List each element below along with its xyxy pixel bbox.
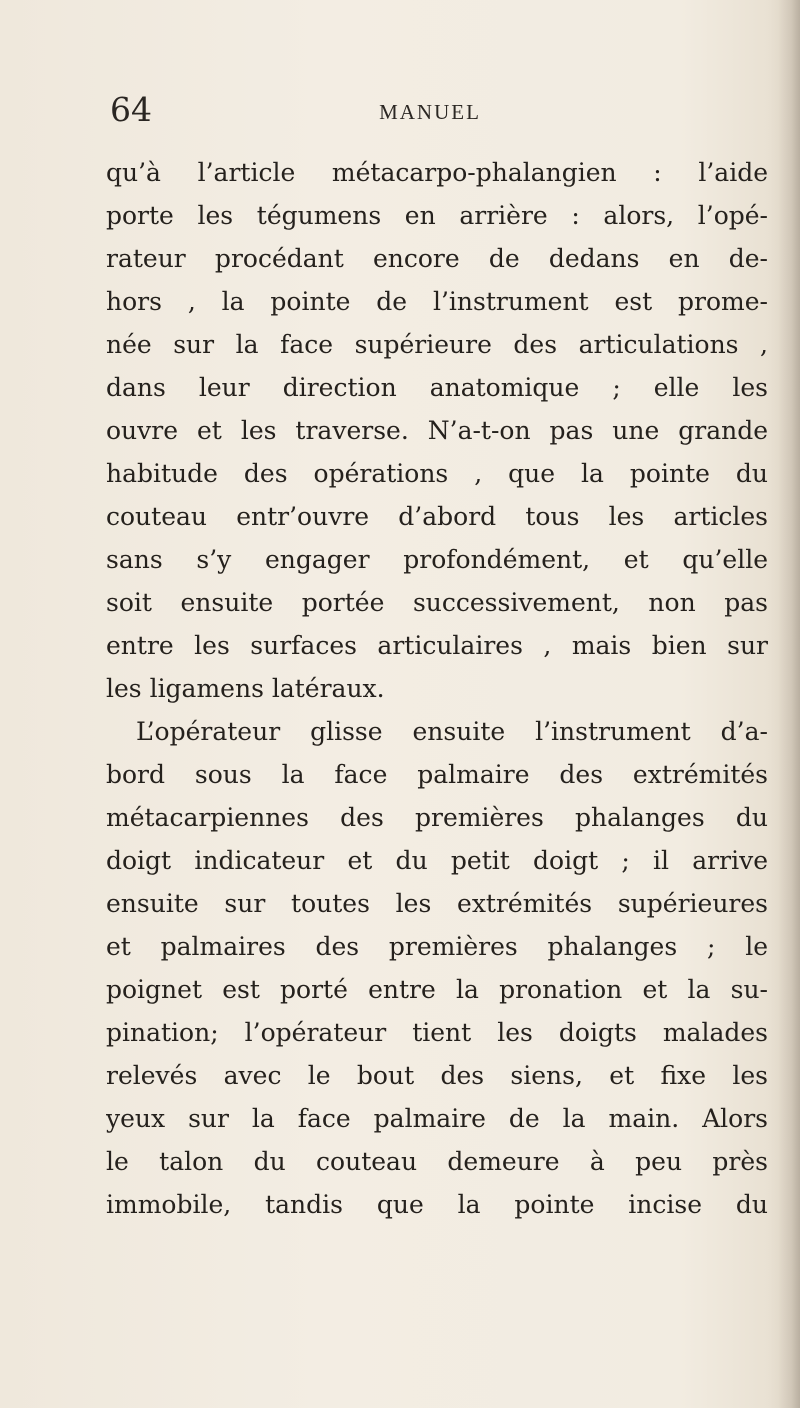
text-line: habitude des opérations , que la pointe du	[106, 459, 768, 488]
running-head: MANUEL	[379, 100, 481, 124]
text-line: rateur procédant encore de dedans en de-	[106, 244, 768, 273]
text-line: couteau entr’ouvre d’abord tous les articles	[106, 502, 768, 531]
page-number: 64	[110, 90, 152, 129]
text-line: sans s’y engager profondément, et qu’elle	[106, 545, 768, 574]
page-edge-shadow	[778, 0, 800, 1408]
text-line: doigt indicateur et du petit doigt ; il arrive	[106, 846, 768, 875]
text-line: ouvre et les traverse. N’a-t-on pas une grande	[106, 416, 768, 445]
text-line: soit ensuite portée successivement, non pas	[106, 588, 768, 617]
paragraph-end-line: les ligamens latéraux.	[106, 674, 385, 703]
text-line: immobile, tandis que la pointe incise du	[106, 1190, 768, 1219]
text-line: qu’à l’article métacarpo-phalangien : l’aide	[106, 158, 768, 187]
text-line: ensuite sur toutes les extrémités supérieures	[106, 889, 768, 918]
text-line: dans leur direction anatomique ; elle les	[106, 373, 768, 402]
text-line: porte les tégumens en arrière : alors, l’opé-	[106, 201, 768, 230]
text-line: entre les surfaces articulaires , mais bien sur	[106, 631, 768, 660]
text-line: née sur la face supérieure des articulations ,	[106, 330, 768, 359]
text-body	[106, 151, 768, 1226]
text-line: yeux sur la face palmaire de la main. Alors	[106, 1104, 768, 1133]
text-line: bord sous la face palmaire des extrémités	[106, 760, 768, 789]
text-line: le talon du couteau demeure à peu près	[106, 1147, 768, 1176]
text-line: poignet est porté entre la pronation et la su-	[106, 975, 768, 1004]
page-header	[110, 90, 750, 140]
text-line: et palmaires des premières phalanges ; le	[106, 932, 768, 961]
text-line: relevés avec le bout des siens, et fixe les	[106, 1061, 768, 1090]
paragraph-start-line: L’opérateur glisse ensuite l’instrument d’a-	[136, 717, 768, 746]
text-line: pination; l’opérateur tient les doigts malades	[106, 1018, 768, 1047]
text-line: hors , la pointe de l’instrument est prome-	[106, 287, 768, 316]
text-line: métacarpiennes des premières phalanges du	[106, 803, 768, 832]
